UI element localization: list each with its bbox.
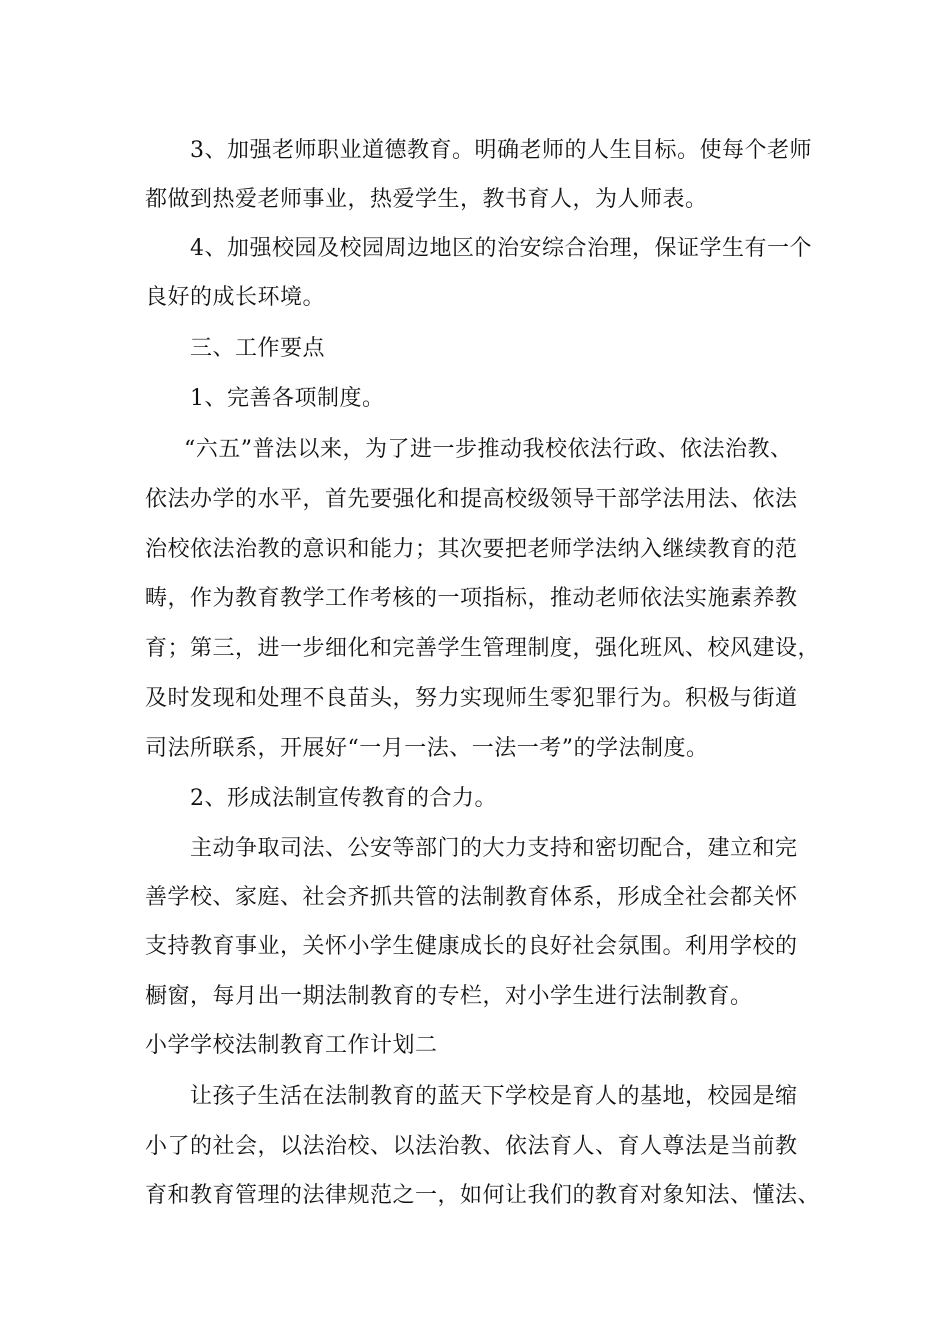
paragraph-line: “六五”普法以来，为了进一步推动我校依法行政、依法治教、 [184,437,793,462]
paragraph-line: 小了的社会，以法治校、以法治教、依法育人、育人尊法是当前教 [145,1134,798,1159]
section-heading: 三、工作要点 [190,336,326,361]
paragraph-line: 主动争取司法、公安等部门的大力支持和密切配合，建立和完 [190,836,798,861]
paragraph-line: 善学校、家庭、社会齐抓共管的法制教育体系，形成全社会都关怀 [145,885,798,910]
paragraph-line: 育；第三，进一步细化和完善学生管理制度，强化班风、校风建设， [145,636,821,661]
paragraph-line: 良好的成长环境。 [145,285,326,310]
paragraph-line: 橱窗，每月出一期法制教育的专栏，对小学生进行法制教育。 [145,984,753,1009]
paragraph-line: 司法所联系，开展好“一月一法、一法一考”的学法制度。 [145,736,709,761]
paragraph-line: 治校依法治教的意识和能力；其次要把老师学法纳入继续教育的范 [145,537,798,562]
subsection-heading: 2、形成法制宣传教育的合力。 [190,786,497,811]
document-title: 小学学校法制教育工作计划二 [145,1033,438,1058]
paragraph-line: 都做到热爱老师事业，热爱学生，教书育人，为人师表。 [145,187,708,212]
paragraph-line: 及时发现和处理不良苗头，努力实现师生零犯罪行为。积极与街道 [145,686,798,711]
paragraph-line: 依法办学的水平，首先要强化和提高校级领导干部学法用法、依法 [145,487,798,512]
paragraph-line: 育和教育管理的法律规范之一，如何让我们的教育对象知法、懂法、 [145,1183,821,1208]
subsection-heading: 1、完善各项制度。 [190,386,385,411]
paragraph-line: 3、加强老师职业道德教育。明确老师的人生目标。使每个老师 [190,138,812,163]
paragraph-line: 支持教育事业，关怀小学生健康成长的良好社会氛围。利用学校的 [145,934,798,959]
paragraph-line: 4、加强校园及校园周边地区的治安综合治理，保证学生有一个 [190,236,812,261]
paragraph-line: 畴，作为教育教学工作考核的一项指标，推动老师依法实施素养教 [145,586,798,611]
paragraph-line: 让孩子生活在法制教育的蓝天下学校是育人的基地，校园是缩 [190,1084,798,1109]
